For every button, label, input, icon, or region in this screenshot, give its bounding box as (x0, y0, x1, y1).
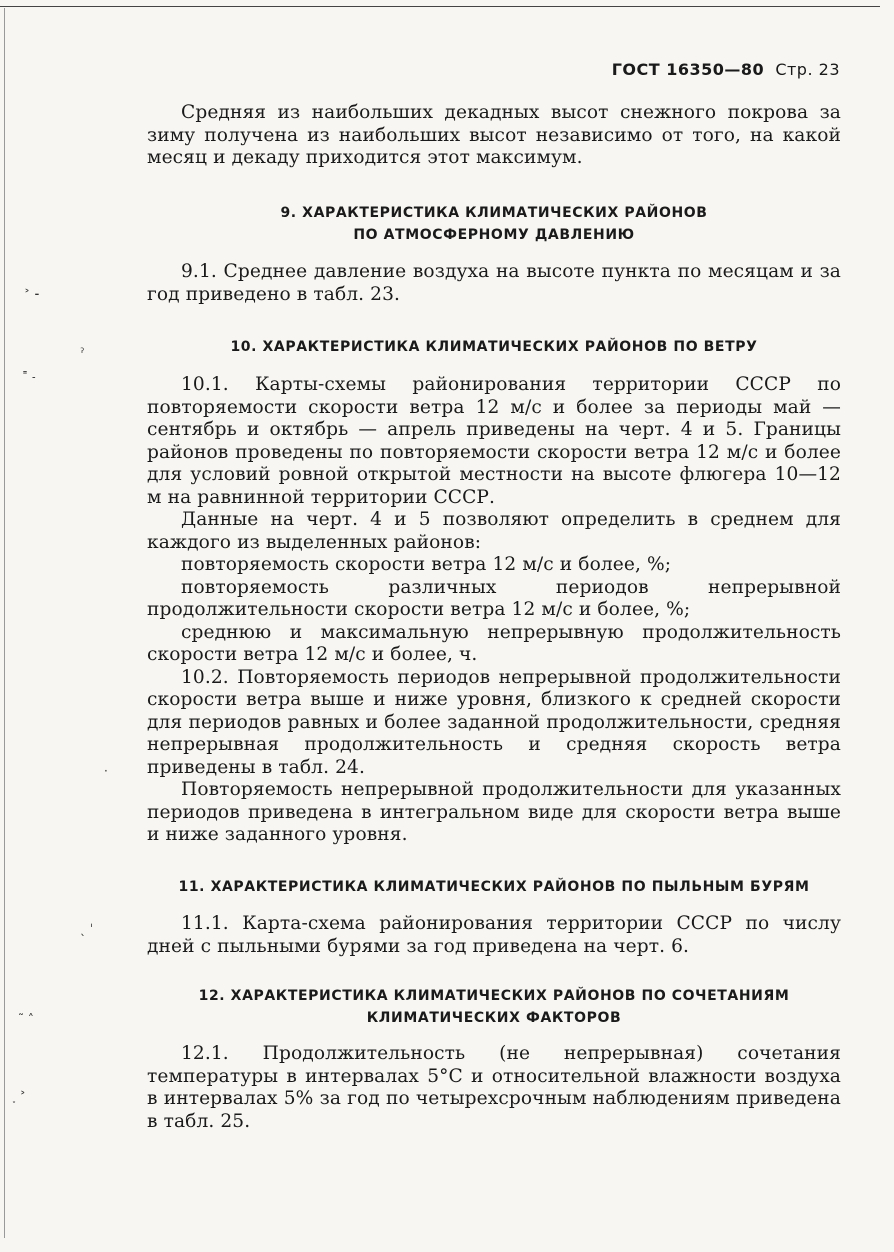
section-10-heading (147, 336, 841, 358)
scan-speck-mark: · (104, 764, 108, 778)
top-border-rule (0, 6, 880, 7)
intro-block (147, 102, 841, 170)
list-item-duration: среднюю и максимальную непрерывную продолжительность скорости ветра 12 м/с и более, ч. (147, 621, 841, 665)
intro-paragraph: Средняя из наибольших декадных высот снежного покрова за зиму получена из наибольших высот независимо от того, на какой месяц и декаду приходится этот максимум. (147, 102, 841, 168)
section-9-body (147, 261, 841, 306)
scan-speck-mark: ˎ ˈ (80, 922, 94, 936)
page-header (612, 60, 840, 79)
paragraph-9-1: 9.1. Среднее давление воздуха на высоте пункта по месяцам и за год приведено в табл. 23. (147, 261, 841, 305)
section-9-heading-line1: 9. ХАРАКТЕРИСТИКА КЛИМАТИЧЕСКИХ РАЙОНОВ (280, 205, 708, 221)
list-item-repeatability: повторяемость скорости ветра 12 м/с и более, %; (181, 554, 672, 575)
section-10-body (147, 374, 841, 847)
section-9-heading (147, 202, 841, 246)
section-12-body (147, 1043, 841, 1133)
left-border-rule (4, 8, 5, 1238)
scan-speck-mark: ˜ ˄ (18, 1012, 34, 1026)
paragraph-12-1: 12.1. Продолжительность (не непрерывная) сочетания температуры в интервалах 5°С и относительной влажности воздуха в интервалах 5% за год по четырехсрочным наблюдениям приведена в табл. 25. (147, 1043, 841, 1132)
section-12-heading (147, 985, 841, 1029)
section-11-body (147, 913, 841, 958)
section-11-heading (147, 876, 841, 898)
scan-speck-mark: ˀ (80, 346, 85, 360)
paragraph-10-2: 10.2. Повторяемость периодов непрерывной продолжительности скорости ветра выше и ниже уровня, близкого к средней скорости для периодов равных и более заданной продолжительности, средняя непрерывная продолжительность и средняя скорость ветра приведены в табл. 24. (147, 666, 841, 778)
paragraph-10-2-integral: Повторяемость непрерывной продолжительности для указанных периодов приведена в интегральном виде для скорости ветра выше и ниже заданного уровня. (147, 779, 841, 845)
scan-speck-mark: ˯ ˃ (12, 1090, 26, 1104)
list-item-periods: повторяемость различных периодов непрерывной продолжительности скорости ветра 12 м/с и более, %; (147, 576, 841, 620)
paragraph-10-1-data: Данные на черт. 4 и 5 позволяют определить в среднем для каждого из выделенных районов: (147, 509, 841, 553)
page-number: Стр. 23 (775, 60, 840, 79)
section-10-heading-text: 10. ХАРАКТЕРИСТИКА КЛИМАТИЧЕСКИХ РАЙОНОВ ПО ВЕТРУ (230, 339, 758, 355)
section-12-heading-line1: 12. ХАРАКТЕРИСТИКА КЛИМАТИЧЕСКИХ РАЙОНОВ ПО СОЧЕТАНИЯМ (198, 988, 790, 1004)
section-12-heading-line2: КЛИМАТИЧЕСКИХ ФАКТОРОВ (366, 1010, 622, 1026)
scan-speck-mark: ˃ ⁃ (24, 288, 40, 302)
paragraph-10-1: 10.1. Карты-схемы районирования территории СССР по повторяемости скорости ветра 12 м/с и более за периоды май — сентябрь и октябрь — апрель приведены на черт. 4 и 5. Границы районов проведены по повторяемости скорости ветра 12 м/с и более для условий ровной открытой местности на высоте флюгера 10—12 м на равнинной территории СССР. (147, 374, 841, 508)
standard-number: ГОСТ 16350—80 (611, 60, 765, 79)
section-9-heading-line2: ПО АТМОСФЕРНОМУ ДАВЛЕНИЮ (353, 227, 635, 243)
scan-speck-mark: ˭ ˗ (22, 370, 36, 384)
section-11-heading-text: 11. ХАРАКТЕРИСТИКА КЛИМАТИЧЕСКИХ РАЙОНОВ ПО ПЫЛЬНЫМ БУРЯМ (178, 879, 810, 895)
paragraph-11-1: 11.1. Карта-схема районирования территории СССР по числу дней с пыльными бурями за год приведена на черт. 6. (147, 913, 841, 957)
